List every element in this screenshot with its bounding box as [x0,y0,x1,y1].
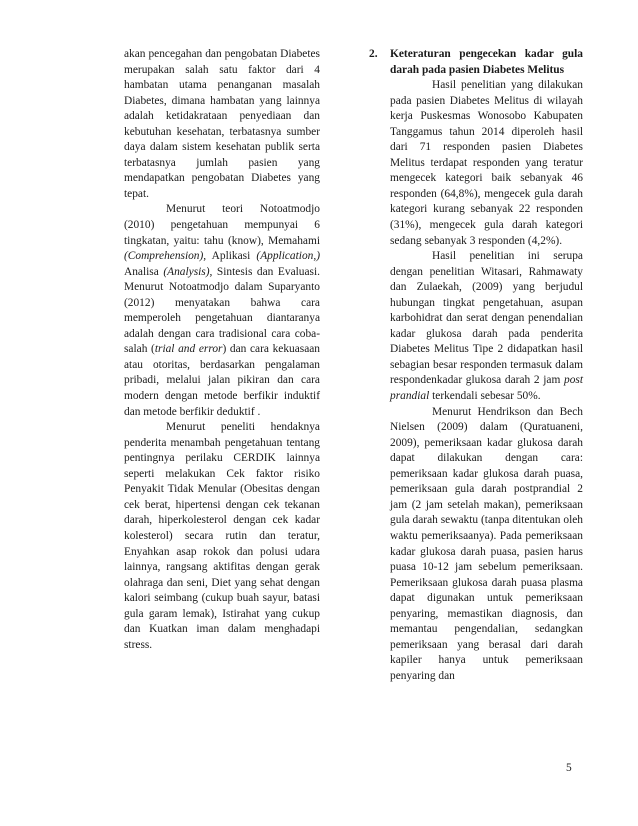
text-run: terkendali sebesar 50%. [429,390,541,403]
right-paragraph-2 [390,249,583,404]
left-paragraph-3: Menurut peneliti hendaknya penderita menambah pengetahuan tentang pentingnya perilaku CERDIK lainnya seperti melakukan Cek faktor risiko Penyakit Tidak Menular (Obesitas dengan cek berat, hipertensi dengan cek tekanan darah, hiperkolesterol dengan cek kadar kolesterol) secara rutin dan teratur, Enyahkan asap rokok dan polusi udara lainnya, rangsang aktifitas dengan gerak olahraga dan seni, Diet yang sehat dengan kalori seimbang (cukup buah sayur, batasi gula garam lemak), Istirahat yang cukup dan Kuatkan iman dalam menghadapi stress. [124,421,320,651]
italic-term: (Comprehension), [124,250,207,263]
italic-term: trial and error [154,343,223,356]
text-run: Sintesis dan Evaluasi. Menurut Notoatmodjo dalam Suparyanto (2012) menyatakan bahwa cara memperoleh pengetahuan diantaranya adalah dengan cara tradisional cara coba-salah ( [124,265,320,356]
left-column [124,47,320,653]
text-run: Analisa [124,265,164,278]
left-paragraph-1: akan pencegahan dan pengobatan Diabetes merupakan salah satu faktor dari 4 hambatan utama penanganan masalah Diabetes, dimana hambatan yang lainnya adalah ketidakrataan penyediaan dan kebutuhan kesehatan, terbatasnya sumber daya dalam sistem kesehatan publik serta terbatasnya jumlah pasien yang mendapatkan pengobatan Diabetes yang tepat. [124,48,320,200]
italic-term: (Analysis), [163,265,213,278]
left-paragraph-2 [124,202,320,420]
right-column [369,47,583,684]
text-run: Menurut teori Notoatmodjo (2010) pengetahuan mempunyai 6 tingkatan, yaitu: tahu (know), Memahami [124,203,320,247]
right-paragraph-1: Hasil penelitian yang dilakukan pada pasien Diabetes Melitus di wilayah kerja Puskesmas Wonosobo Kabupaten Tanggamus tahun 2014 diperoleh hasil dari 71 responden pasien Diabetes Melitus terdapat responden yang teratur mengecek kategori baik sebanyak 46 responden (64,8%), mengecek gula darah kategori kurang sebanyak 22 responden (31%), mengecek gula darah kategori sedang sebanyak 3 responden (4,2%). [390,79,583,247]
italic-term: post prandial [390,374,583,403]
italic-term: (Application,) [256,250,320,263]
page-number: 5 [566,762,572,774]
section-heading [369,47,583,78]
section-number: 2. [369,48,378,60]
text-run: ) dan cara kekuasaan atau otoritas, berdasarkan pengalaman pribadi, melalui jalan pikiran dan cara modern dengan metode berfikir induktif dan metode berfikir deduktif . [124,343,320,418]
text-run: Hasil penelitian ini serupa dengan penelitian Witasari, Rahmawaty dan Zulaekah, (2009) yang berjudul hubungan tingkat pengetahuan, asupan karbohidrat dan serat dengan penendalian kadar glukosa darah pada penderita Diabetes Melitus Tipe 2 didapatkan hasil sebagian besar responden termasuk dalam respondenkadar glukosa darah 2 jam [390,250,583,387]
right-paragraph-3: Menurut Hendrikson dan Bech Nielsen (2009) dalam (Quratuaneni, 2009), pemeriksaan kadar glukosa darah dapat dilakukan dengan cara: pemeriksaan kadar glukosa darah puasa, pemeriksaan gula darah postprandial 2 jam (2 jam setelah makan), pemeriksaan gula darah sewaktu (tanpa ditentukan oleh waktu pemeriksaanya). Pada pemeriksaan kadar glukosa darah puasa, pasien harus puasa 10-12 jam sebelum pemeriksaan. Pemeriksaan glukosa darah puasa plasma dapat digunakan untuk pemeriksaan penyaring, memastikan diagnosis, dan memantau pengendalian, sedangkan pemeriksaan yang berasal dari darah kapiler hanya untuk pemeriksaan penyaring dan [390,405,583,682]
section-title: Keteraturan pengecekan kadar gula darah pada pasien Diabetes Melitus [390,48,583,76]
section-body [369,78,583,684]
text-run: Aplikasi [206,250,257,263]
